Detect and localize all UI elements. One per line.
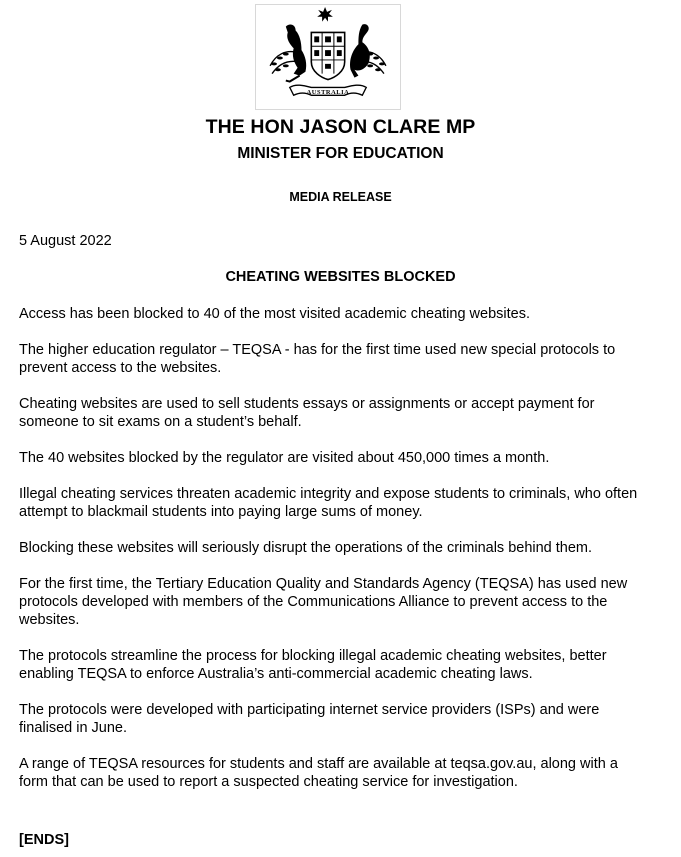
headline: CHEATING WEBSITES BLOCKED (225, 269, 456, 285)
minister-name: THE HON JASON CLARE MP (205, 116, 476, 138)
coat-of-arms (255, 4, 401, 110)
release-date: 5 August 2022 (19, 233, 112, 249)
ends-marker: [ENDS] (19, 832, 69, 848)
paragraph: Cheating websites are used to sell students essays or assignments or accept payment for someone to sit exams on a student’s behalf. (19, 396, 595, 430)
paragraph: For the first time, the Tertiary Education Quality and Standards Agency (TEQSA) has used new protocols developed with members of the Communications Alliance to prevent access to the websites. (19, 576, 628, 628)
paragraph: The protocols streamline the process for blocking illegal academic cheating websites, better enabling TEQSA to enforce Australia’s anti-commercial academic cheating laws. (19, 648, 607, 682)
paragraph: The 40 websites blocked by the regulator are visited about 450,000 times a month. (19, 450, 550, 466)
paragraph: A range of TEQSA resources for students and staff are available at teqsa.gov.au, along with a form that can be used to report a suspected cheating service for investigation. (19, 756, 618, 790)
australian-coat-of-arms-icon (256, 5, 400, 109)
crest-scroll-text: AUSTRALIA (306, 88, 350, 96)
paragraph: Access has been blocked to 40 of the most visited academic cheating websites. (19, 306, 531, 322)
paragraph: The higher education regulator – TEQSA - has for the first time used new special protocols to prevent access to the websites. (19, 342, 616, 376)
kangaroo-icon (286, 25, 306, 76)
paragraph: The protocols were developed with participating internet service providers (ISPs) and were finalised in June. (19, 702, 600, 736)
release-type: MEDIA RELEASE (289, 190, 392, 204)
paragraph: Blocking these websites will seriously disrupt the operations of the criminals behind them. (19, 540, 593, 556)
release-body (19, 305, 649, 809)
minister-title: MINISTER FOR EDUCATION (237, 145, 444, 162)
paragraph: Illegal cheating services threaten academic integrity and expose students to criminals, who often attempt to blackmail students into paying large sums of money. (19, 486, 638, 520)
commonwealth-star-icon (317, 7, 333, 22)
emu-icon (350, 24, 370, 78)
